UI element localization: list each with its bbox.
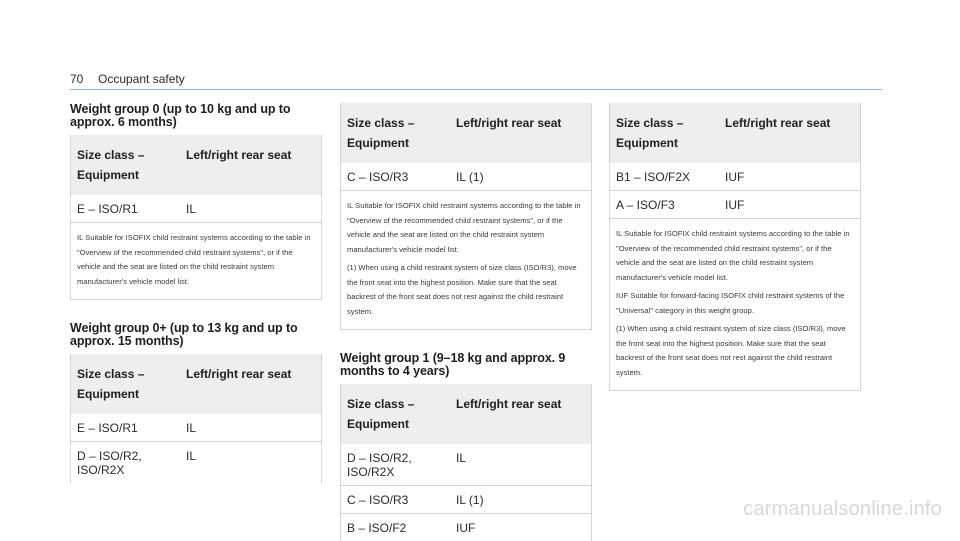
column-header-seat: Left/right rear seat [186,367,292,381]
footnote: IL Suitable for ISOFIX child restraint systems according to the table in "Overview of the recommended child restraint systems", or if the vehicle and the seat are listed on the child restraint system manufacturer's vehicle model list. [347,201,581,254]
size-class-cell: E – ISO/R1 [77,421,138,435]
column-header-seat: Left/right rear seat [725,116,831,130]
table-row [341,486,591,514]
table-row [71,414,321,442]
compatibility-table [70,354,322,483]
table-header [71,135,321,195]
header-divider [70,89,882,90]
size-class-cell: B1 – ISO/F2X [616,170,691,184]
size-class-cell: C – ISO/R3 [347,170,409,184]
weight-group-heading: Weight group 0+ (up to 13 kg and up to approx. 15 months) [70,321,298,348]
table-notes [610,219,860,391]
footnote: (1) When using a child restraint system of size class (ISO/R3), move the front seat into the highest position. Make sure that the seat backrest of the front seat does not rest against the child restraint system. [347,263,577,316]
seat-cell: IL (1) [456,493,484,507]
compatibility-table [340,384,592,541]
size-class-cell: D – ISO/R2, ISO/R2X [347,451,412,479]
column-3 [609,103,859,391]
table-header [610,103,860,163]
section-title: Occupant safety [98,72,185,86]
seat-cell: IUF [456,521,476,535]
seat-cell: IL [186,202,197,216]
column-2 [340,103,590,541]
column-header-size-class: Size class – Equipment [77,148,145,182]
column-header-size-class: Size class – Equipment [77,367,145,401]
seat-cell: IL [186,449,197,463]
size-class-cell: E – ISO/R1 [77,202,138,216]
compatibility-table [70,135,322,300]
table-row [610,191,860,219]
footnote: IUF Suitable for forward-facing ISOFIX child restraint systems of the "Universal" category in this weight group. [616,291,845,315]
weight-group-heading: Weight group 0 (up to 10 kg and up to approx. 6 months) [70,102,291,129]
table-row [71,195,321,223]
footnote: (1) When using a child restraint system of size class (ISO/R3), move the front seat into the highest position. Make sure that the seat backrest of the front seat does not rest against the child restraint system. [616,324,846,377]
column-header-seat: Left/right rear seat [456,116,562,130]
seat-cell: IUF [725,170,745,184]
footnote: IL Suitable for ISOFIX child restraint systems according to the table in "Overview of the recommended child restraint systems", or if the vehicle and the seat are listed on the child restraint system manufacturer's vehicle model list. [616,229,850,282]
seat-cell: IUF [725,198,745,212]
page-number: 70 [70,72,84,86]
table-row [341,444,591,486]
column-1 [70,103,320,483]
page-header [70,72,882,90]
table-row [341,163,591,191]
size-class-cell: D – ISO/R2, ISO/R2X [77,449,142,477]
size-class-cell: A – ISO/F3 [616,198,675,212]
column-header-seat: Left/right rear seat [186,148,292,162]
size-class-cell: B – ISO/F2 [347,521,407,535]
footnote: IL Suitable for ISOFIX child restraint systems according to the table in "Overview of the recommended child restraint systems", or if the vehicle and the seat are listed on the child restraint system manufacturer's vehicle model list. [77,233,311,286]
column-header-size-class: Size class – Equipment [347,397,415,431]
table-notes [71,223,321,300]
table-notes [341,191,591,330]
seat-cell: IL [456,451,467,465]
table-row [610,163,860,191]
table-header [341,384,591,444]
table-header [341,103,591,163]
size-class-cell: C – ISO/R3 [347,493,409,507]
seat-cell: IL (1) [456,170,484,184]
watermark: carmanualsonline.info [743,498,942,520]
compatibility-table [609,103,861,391]
seat-cell: IL [186,421,197,435]
column-header-seat: Left/right rear seat [456,397,562,411]
column-header-size-class: Size class – Equipment [616,116,684,150]
table-row [71,442,321,483]
compatibility-table [340,103,592,330]
table-header [71,354,321,414]
table-row [341,514,591,541]
column-header-size-class: Size class – Equipment [347,116,415,150]
weight-group-heading: Weight group 1 (9–18 kg and approx. 9 months to 4 years) [340,351,566,378]
